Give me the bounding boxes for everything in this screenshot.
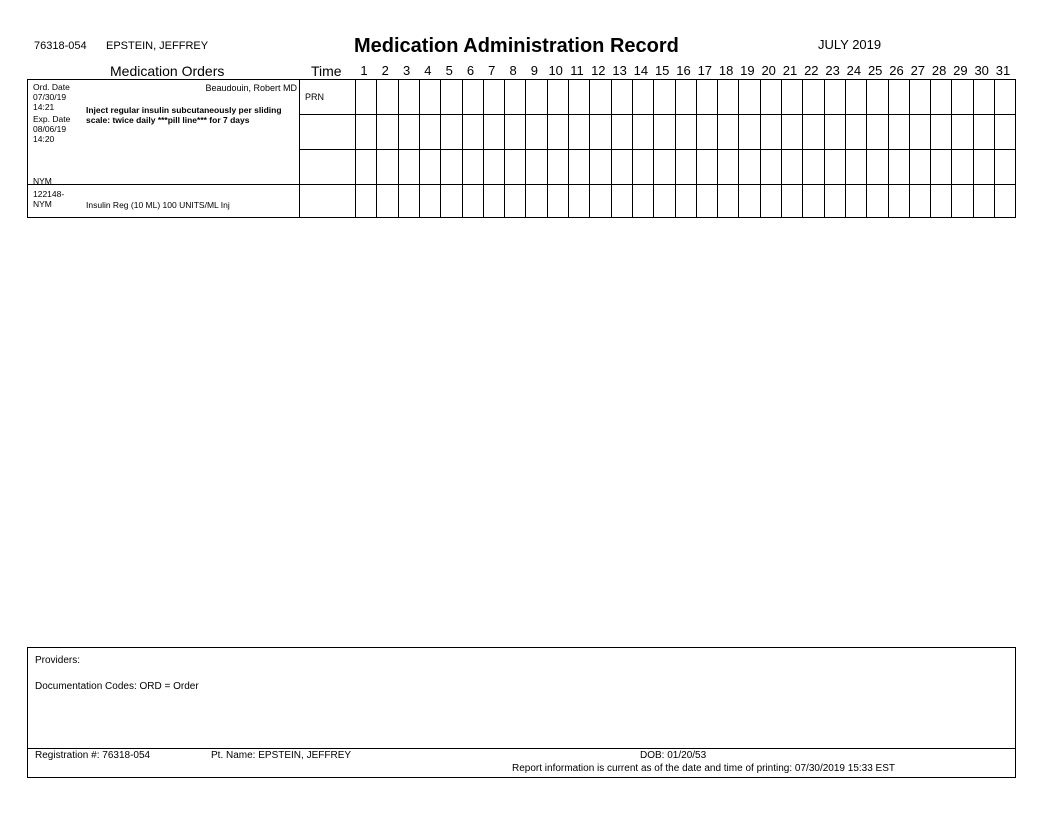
day-column-divider (440, 80, 441, 217)
order-instructions: Inject regular insulin subcutaneously per sliding scale: twice daily ***pill line*** for 7 days (86, 105, 282, 125)
day-column-divider (419, 80, 420, 217)
day-column-divider (888, 80, 889, 217)
day-label: 4 (424, 63, 432, 78)
day-label: 1 (360, 63, 368, 78)
day-label: 14 (633, 63, 649, 78)
day-label: 19 (740, 63, 755, 78)
day-label: 23 (825, 63, 840, 78)
day-label: 9 (530, 63, 538, 78)
rx-number: 122148- (33, 189, 65, 199)
order-date: 07/30/19 (33, 92, 67, 102)
medication-grid (27, 79, 1016, 218)
day-label: 22 (804, 63, 819, 78)
day-column-divider (504, 80, 505, 217)
day-column-divider (866, 80, 867, 217)
day-label: 13 (612, 63, 627, 78)
day-label: 6 (466, 63, 475, 78)
day-label: 5 (445, 63, 453, 78)
day-column-divider (717, 80, 718, 217)
time-header: Time (311, 63, 342, 79)
day-column-divider (909, 80, 910, 217)
day-column-divider (653, 80, 654, 217)
day-label: 18 (718, 63, 734, 78)
day-column-divider (675, 80, 676, 217)
row-divider (299, 114, 1015, 115)
day-label: 3 (402, 63, 411, 78)
day-column-divider (483, 80, 484, 217)
day-column-divider (696, 80, 697, 217)
day-column-divider (802, 80, 803, 217)
day-label: 2 (381, 63, 389, 78)
expiration-date: 08/06/19 (33, 124, 67, 134)
day-label: 11 (570, 63, 584, 78)
day-column-divider (462, 80, 463, 217)
patient-name: EPSTEIN, JEFFREY (106, 40, 209, 52)
day-label: 31 (995, 63, 1011, 78)
day-label: 15 (654, 63, 670, 78)
day-column-divider (994, 80, 995, 217)
footer-divider (28, 748, 1015, 749)
order-date-label: Ord. Date (33, 82, 70, 92)
day-column-divider (547, 80, 548, 217)
day-label: 10 (548, 63, 563, 78)
footer-registration: Registration #: 76318-054 (35, 750, 151, 761)
day-label: 7 (488, 63, 496, 78)
day-column-divider (824, 80, 825, 217)
facility-code: NYM (33, 176, 52, 186)
day-label: 30 (974, 63, 989, 78)
row-divider (299, 149, 1015, 150)
footer-patient-name: Pt. Name: EPSTEIN, JEFFREY (211, 750, 352, 761)
day-label: 28 (931, 63, 947, 78)
day-column-divider (973, 80, 974, 217)
prescriber-name: Beaudouin, Robert MD (205, 83, 297, 93)
day-label: 20 (761, 63, 776, 78)
day-label: 16 (676, 63, 691, 78)
day-label: 21 (782, 63, 798, 78)
registration-number: 76318-054 (34, 40, 87, 52)
expiration-date-label: Exp. Date (33, 114, 71, 124)
day-label: 25 (867, 63, 883, 78)
expiration-time: 14:20 (33, 134, 55, 144)
day-column-divider (589, 80, 590, 217)
day-label: 17 (697, 63, 713, 78)
day-column-divider (781, 80, 782, 217)
day-column-divider (525, 80, 526, 217)
day-column-divider (568, 80, 569, 217)
day-column-divider (930, 80, 931, 217)
day-column-divider (738, 80, 739, 217)
page-title: Medication Administration Record (354, 35, 679, 57)
documentation-codes: Documentation Codes: ORD = Order (35, 681, 199, 692)
day-column-divider (376, 80, 377, 217)
rx-facility-code: NYM (33, 199, 52, 209)
medication-orders-header: Medication Orders (110, 63, 225, 79)
day-label: 26 (889, 63, 904, 78)
day-header-row (354, 63, 1014, 79)
providers-label: Providers: (35, 655, 81, 666)
day-column-divider (611, 80, 612, 217)
footer-report-info: Report information is current as of the date and time of printing: 07/30/2019 15:33 EST (512, 763, 896, 774)
footer-box (27, 647, 1016, 778)
day-label: 24 (846, 63, 862, 78)
day-column-divider (760, 80, 761, 217)
day-label: 12 (591, 63, 606, 78)
day-label: 29 (953, 63, 968, 78)
time-slot-prn: PRN (305, 92, 325, 102)
day-column-divider (845, 80, 846, 217)
footer-dob: DOB: 01/20/53 (640, 750, 707, 761)
day-column-divider (632, 80, 633, 217)
report-month: JULY 2019 (818, 37, 882, 52)
day-label: 27 (910, 63, 926, 78)
drug-name: Insulin Reg (10 ML) 100 UNITS/ML Inj (86, 200, 230, 210)
day-label: 8 (509, 63, 517, 78)
day-column-divider (398, 80, 399, 217)
day-column-divider (951, 80, 952, 217)
order-time: 14:21 (33, 102, 55, 112)
